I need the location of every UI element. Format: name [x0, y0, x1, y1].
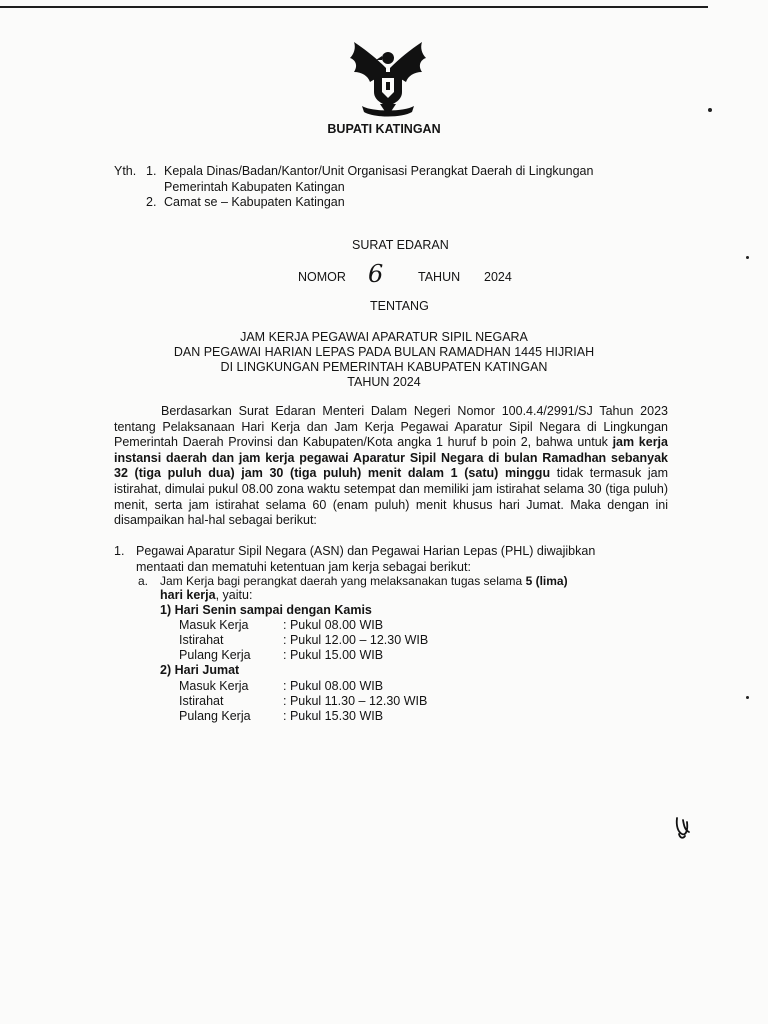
body-paragraph-text-a: Berdasarkan Surat Edaran Menteri Dalam Negeri Nomor 100.4.4/2991/SJ Tahun 2023 tentang Pelaksanaan Hari Kerja dan Jam Kerja Pegawai Aparatur Sipil Negara di Lingkungan Pemerintah Daerah Provinsi dan Kabupaten/Kota angka 1 huruf b poin 2, bahwa untuk [114, 404, 668, 450]
subject-line-1: JAM KERJA PEGAWAI APARATUR SIPIL NEGARA [240, 330, 528, 344]
schedule-row-value: : Pukul 15.30 WIB [283, 709, 384, 723]
nomor-label: NOMOR [298, 270, 346, 284]
schedule-row-label: Pulang Kerja [179, 709, 251, 723]
nomor-value-handwritten: 6 [368, 260, 384, 288]
schedule-2-row-1 [179, 679, 383, 693]
top-border-line [0, 6, 708, 8]
sub-item-a-text: Jam Kerja bagi perangkat daerah yang melaksanakan tugas selama [160, 574, 526, 588]
addressee-prefix: Yth. [114, 164, 137, 178]
scan-speck [746, 256, 749, 259]
item-1-line-2: mentaati dan mematuhi ketentuan jam kerja sebagai berikut: [136, 560, 471, 574]
letter-type: SURAT EDARAN [352, 238, 449, 252]
schedule-row-label: Pulang Kerja [179, 648, 251, 662]
body-paragraph-text-b: tidak termasuk jam istirahat, dimulai pukul 08.00 zona waktu setempat dan memiliki jam istirahat selama 30 (tiga puluh) menit, serta jam istirahat selama 60 (enam puluh) menit khusus hari Jumat. Maka dengan ini disampaikan hal-hal sebagai berikut: [114, 466, 668, 528]
addressee-1-line2: Pemerintah Kabupaten Katingan [164, 180, 345, 194]
schedule-row-value: : Pukul 08.00 WIB [283, 618, 384, 632]
schedule-row-value: : Pukul 15.00 WIB [283, 648, 384, 662]
schedule-1-row-2 [179, 633, 428, 647]
schedule-row-label: Istirahat [179, 633, 224, 647]
tahun-value: 2024 [484, 270, 512, 284]
schedule-2-heading: 2) Hari Jumat [160, 663, 240, 677]
garuda-emblem-icon [342, 38, 434, 120]
sub-item-a-bold: 5 (lima) [525, 574, 568, 588]
addressee-2-line1: Camat se – Kabupaten Katingan [164, 195, 345, 209]
schedule-row-value: : Pukul 08.00 WIB [283, 679, 384, 693]
scan-speck [746, 696, 749, 699]
item-1-number: 1. [114, 544, 125, 558]
initial-paraf-mark [674, 814, 692, 840]
tahun-label: TAHUN [418, 270, 461, 284]
sub-item-a-line-1 [160, 574, 568, 588]
schedule-row-label: Masuk Kerja [179, 618, 249, 632]
sub-item-a-line-2-text: , yaitu: [215, 588, 253, 602]
subject-line-4: TAHUN 2024 [347, 375, 421, 389]
addressee-1-num: 1. [146, 164, 157, 178]
schedule-row-value: : Pukul 12.00 – 12.30 WIB [283, 633, 429, 647]
scan-speck [708, 108, 712, 112]
schedule-2-row-2 [179, 694, 427, 708]
schedule-row-value: : Pukul 11.30 – 12.30 WIB [283, 694, 428, 708]
sub-item-a-label: a. [138, 574, 149, 588]
schedule-row-label: Istirahat [179, 694, 224, 708]
addressee-1-line1: Kepala Dinas/Badan/Kantor/Unit Organisasi Perangkat Daerah di Lingkungan [164, 164, 594, 178]
sub-item-a-line-2-bold: hari kerja [160, 588, 216, 602]
document-author: BUPATI KATINGAN [327, 122, 441, 136]
schedule-1-row-1 [179, 618, 383, 632]
subject-line-2: DAN PEGAWAI HARIAN LEPAS PADA BULAN RAMADHAN 1445 HIJRIAH [173, 345, 595, 359]
body-paragraph [114, 404, 668, 529]
schedule-row-label: Masuk Kerja [179, 679, 249, 693]
tentang-label: TENTANG [370, 299, 429, 313]
item-1-line-1: Pegawai Aparatur Sipil Negara (ASN) dan Pegawai Harian Lepas (PHL) diwajibkan [136, 544, 596, 558]
schedule-1-heading: 1) Hari Senin sampai dengan Kamis [160, 603, 372, 617]
addressee-2-num: 2. [146, 195, 157, 209]
schedule-2-row-3 [179, 709, 383, 723]
body-paragraph-bold: jam kerja instansi daerah dan jam kerja pegawai Aparatur Sipil Negara di bulan Ramadhan sebanyak 32 (tiga puluh dua) jam 30 (tiga puluh) menit dalam 1 (satu) minggu [114, 435, 668, 481]
schedule-1-row-3 [179, 648, 383, 662]
subject-line-3: DI LINGKUNGAN PEMERINTAH KABUPATEN KATINGAN [220, 360, 548, 374]
sub-item-a-line-2 [160, 588, 252, 602]
